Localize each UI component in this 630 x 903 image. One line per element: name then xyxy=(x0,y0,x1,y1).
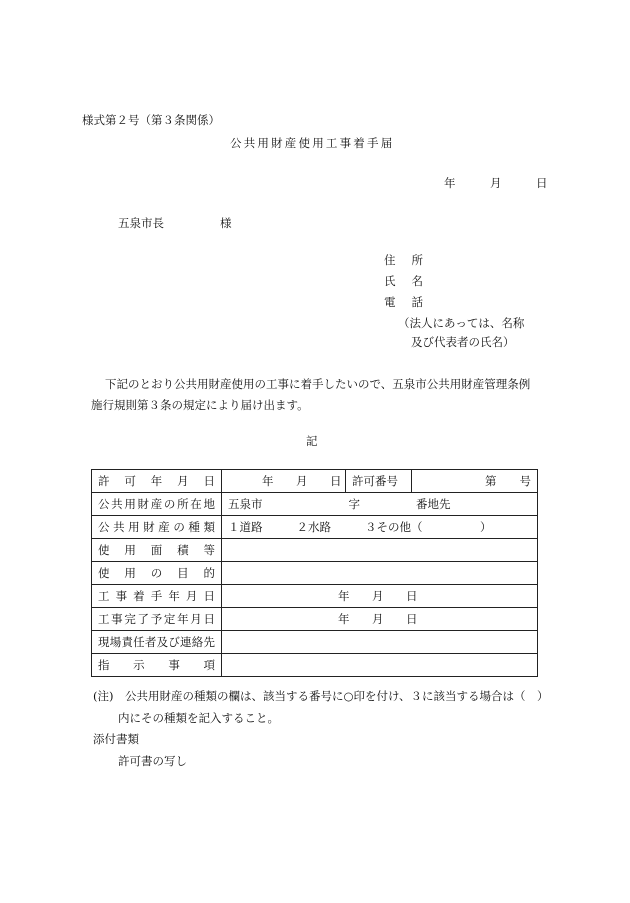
permit-date-day: 日 xyxy=(330,474,342,488)
table-row xyxy=(92,654,538,677)
table-row xyxy=(92,539,538,562)
table-row xyxy=(92,608,538,631)
phone-label-a: 電 xyxy=(384,295,396,309)
permit-date-year: 年 xyxy=(262,474,274,488)
property-type-field xyxy=(222,516,538,539)
corporate-note-line2: 及び代表者の氏名） xyxy=(411,335,515,349)
corporate-note-line1: （法人にあっては、名称 xyxy=(398,316,525,330)
date-day: 日 xyxy=(536,176,548,190)
date-year: 年 xyxy=(444,176,456,190)
addressee xyxy=(118,215,232,231)
note-line1: (注) 公共用財産の種類の欄は、該当する番号に○印を付け、３に該当する場合は（ ） xyxy=(93,689,549,703)
body-paragraph: 下記のとおり公共用財産使用の工事に着手したいので、五泉市公共用財産管理条例施行規則第３条の規定により届け出ます。 xyxy=(91,377,531,412)
table-row xyxy=(92,631,538,654)
table-row xyxy=(92,585,538,608)
type-option-other: ３その他（ ） xyxy=(365,520,492,534)
start-year: 年 xyxy=(338,589,350,603)
end-day: 日 xyxy=(406,612,418,626)
location-field xyxy=(222,493,538,516)
attachments-heading: 添付書類 xyxy=(93,732,139,746)
permit-details-table xyxy=(91,469,538,677)
form-number-label: 様式第２号（第３条関係） xyxy=(82,113,220,127)
addressee-mayor: 五泉市長 xyxy=(118,216,164,230)
permit-number-label: 許可番号 xyxy=(346,470,412,493)
permit-date-month: 月 xyxy=(296,474,308,488)
location-city: 五泉市 xyxy=(228,497,263,511)
use-purpose-field xyxy=(222,562,538,585)
table-row xyxy=(92,493,538,516)
name-label-a: 氏 xyxy=(384,274,396,288)
note-line2: 内にその種類を記入すること。 xyxy=(118,711,279,725)
applicant-name-label xyxy=(384,273,423,289)
ki-heading: 記 xyxy=(306,434,318,448)
start-day: 日 xyxy=(406,589,418,603)
location-aza: 字 xyxy=(348,497,360,511)
end-year: 年 xyxy=(338,612,350,626)
work-start-label: 工事着手年月日 xyxy=(92,585,222,608)
name-label-b: 名 xyxy=(411,274,423,288)
site-contact-field xyxy=(222,631,538,654)
work-start-field xyxy=(222,585,538,608)
address-label-a: 住 xyxy=(384,253,396,267)
applicant-phone-label xyxy=(384,294,423,310)
permit-number-field: 第 号 xyxy=(412,470,538,493)
submission-date xyxy=(444,175,548,191)
location-banchi: 番地先 xyxy=(416,497,451,511)
attachment-item: 許可書の写し xyxy=(118,754,187,768)
type-option-waterway: ２水路 xyxy=(296,520,331,534)
type-option-road: １道路 xyxy=(228,520,263,534)
instruction-label: 指示事項 xyxy=(92,654,222,677)
property-type-label: 公共用財産の種類 xyxy=(92,516,222,539)
work-end-label: 工事完了予定年月日 xyxy=(92,608,222,631)
date-month: 月 xyxy=(490,176,502,190)
permit-date-label: 許可年月日 xyxy=(92,470,222,493)
address-label-b: 所 xyxy=(411,253,423,267)
document-title: 公共用財産使用工事着手届 xyxy=(230,136,395,150)
end-month: 月 xyxy=(372,612,384,626)
table-row xyxy=(92,562,538,585)
location-label: 公共用財産の所在地 xyxy=(92,493,222,516)
instruction-field xyxy=(222,654,538,677)
applicant-address-label xyxy=(384,252,423,268)
permit-date-field xyxy=(222,470,346,493)
site-contact-label: 現場責任者及び連絡先 xyxy=(92,631,222,654)
addressee-honorific: 様 xyxy=(220,216,232,230)
use-purpose-label: 使用の目的 xyxy=(92,562,222,585)
start-month: 月 xyxy=(372,589,384,603)
use-area-field xyxy=(222,539,538,562)
work-end-field xyxy=(222,608,538,631)
table-row xyxy=(92,470,538,493)
phone-label-b: 話 xyxy=(411,295,423,309)
use-area-label: 使用面積等 xyxy=(92,539,222,562)
table-row xyxy=(92,516,538,539)
